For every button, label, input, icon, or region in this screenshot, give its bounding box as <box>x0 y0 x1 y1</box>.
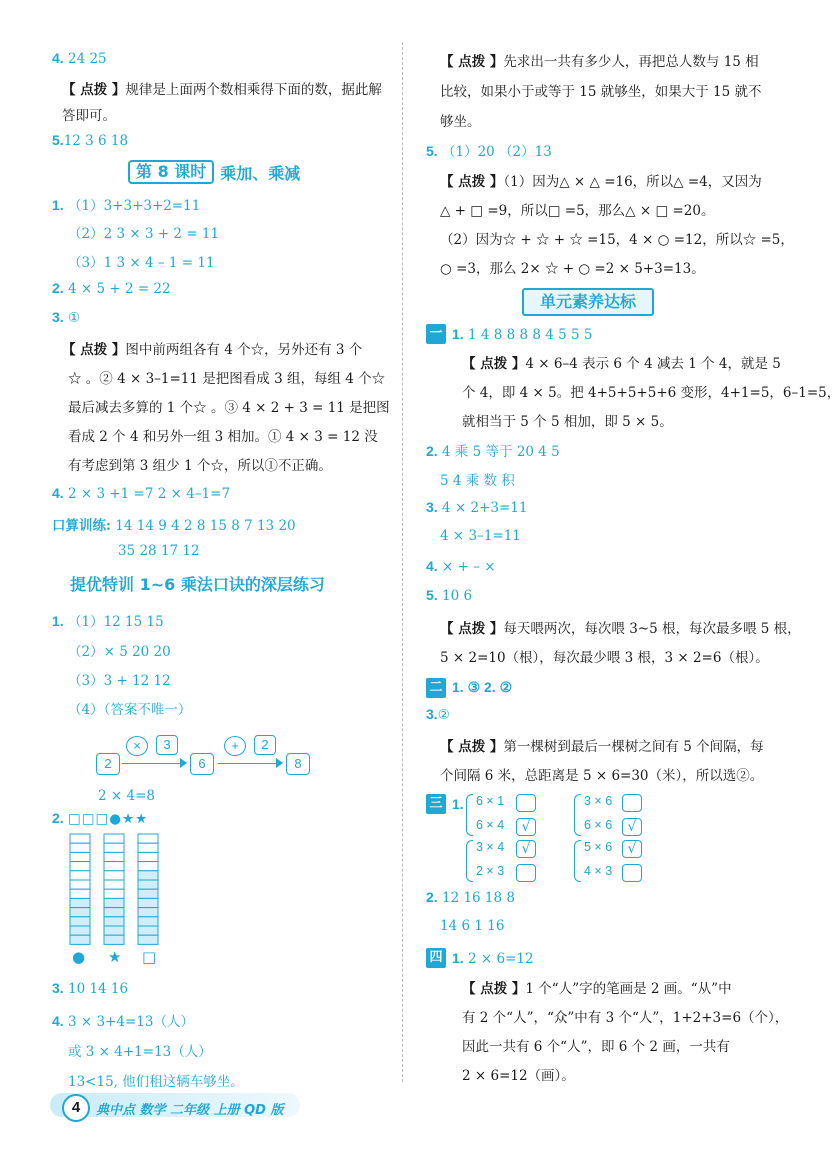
grid-cell <box>138 880 158 889</box>
column-divider <box>402 42 403 1082</box>
grid-cell <box>70 843 90 852</box>
grid-cell <box>138 935 158 944</box>
grid-cell <box>138 862 158 871</box>
special-title: 提优特训 1~6 乘法口诀的深层练习 <box>70 575 325 594</box>
r2-a: 2. 4 乘 5 等于 20 4 5 <box>426 443 560 460</box>
l3: 3. ① <box>52 309 81 326</box>
sec4-tip-3: 因此一共有 6 个“人”，即 6 个 2 画，一共有 <box>462 1039 730 1055</box>
stacked-grid <box>64 830 164 950</box>
cmp-g3-box-b <box>516 864 536 882</box>
r-q5-tip-2: △ + □ =9，所以□ =5，那么△ × □ =20。 <box>440 203 715 219</box>
grid-cell <box>70 908 90 917</box>
grid-cell <box>138 871 158 880</box>
section-badge-2: 二 <box>426 678 446 698</box>
section-badge-1: 一 <box>426 324 446 344</box>
grid-cell <box>104 898 124 907</box>
lesson-name: 乘加、乘减 <box>220 163 301 183</box>
cmp-g2-box-b: √ <box>622 818 642 836</box>
grid-cell <box>70 926 90 935</box>
s2: 2. □□□●★★ <box>52 810 149 827</box>
r5-tip-2: 5 × 2=10（根），每次最少喂 3 根，3 × 2=6（根）。 <box>440 650 769 666</box>
grid-cell <box>104 908 124 917</box>
r4: 4. × + – × <box>426 558 496 575</box>
brace-2 <box>574 794 581 836</box>
grid-cell <box>138 843 158 852</box>
l1-c: （3）1 3 × 4 – 1 = 11 <box>68 255 215 271</box>
sec4-tip-2: 有 2 个“人”，“众”中有 3 个“人”，1+2+3=6（个）， <box>462 1010 789 1026</box>
cmp-g1-b: 6 × 4 <box>476 818 505 832</box>
grid-cell <box>70 935 90 944</box>
flow-arrow-2 <box>218 763 278 764</box>
r2-b: 5 4 乘 数 积 <box>440 473 515 489</box>
footer-text: 典中点 数学 二年级 上册 QD 版 <box>96 1103 284 1118</box>
grid-cell <box>70 852 90 861</box>
unit-title: 单元素养达标 <box>522 288 654 316</box>
flow-arrowhead-1 <box>180 758 187 768</box>
flow-mid: 6 <box>190 753 214 775</box>
tip-top-3: 够坐。 <box>440 114 481 130</box>
sec2-tip-1: 【 点拨 】第一棵树到最后一棵树之间有 5 个间隔，每 <box>440 739 764 755</box>
tip-top-1: 【 点拨 】先求出一共有多少人，再把总人数与 15 相 <box>440 54 759 70</box>
oral-row-1: 口算训练: 14 14 9 4 2 8 15 8 7 13 20 <box>52 518 296 534</box>
sec3-q2-a: 2. 12 16 18 8 <box>426 889 515 906</box>
lesson-number: 第 8 课时 <box>128 160 214 184</box>
s4-a: 4. 3 × 3+4=13（人） <box>52 1013 194 1030</box>
grid-cell <box>104 917 124 926</box>
oral-row-2: 35 28 17 12 <box>118 543 200 559</box>
grid-cell <box>104 871 124 880</box>
flow-op1: × <box>126 736 148 756</box>
r5-tip-1: 【 点拨 】每天喂两次，每次喂 3~5 根，每次最多喂 5 根， <box>440 621 801 637</box>
sec3-q1: 1. <box>452 796 464 812</box>
sec2-q1-2: 1. ③ 2. ② <box>452 679 513 695</box>
grid-cell <box>138 908 158 917</box>
r-q5-tip-4: ○ =3，那么 2× ☆ + ○ =2 × 5+3=13。 <box>440 261 705 277</box>
r3-b: 4 × 3–1=11 <box>440 528 521 544</box>
grid-cell <box>104 889 124 898</box>
grid-cell <box>104 935 124 944</box>
flow-end: 8 <box>286 753 310 775</box>
bar-columns <box>70 834 158 944</box>
s4-c: 13<15, 他们租这辆车够坐。 <box>68 1074 244 1090</box>
l2: 2. 4 × 5 + 2 = 22 <box>52 280 171 297</box>
grid-cell <box>70 862 90 871</box>
brace-1 <box>466 794 473 836</box>
q4-top-tip-2: 答即可。 <box>62 108 116 124</box>
flow-v2: 2 <box>254 735 276 755</box>
brace-4 <box>574 840 581 882</box>
grid-cell <box>104 843 124 852</box>
cmp-g3-b: 2 × 3 <box>476 864 505 878</box>
flow-op2: + <box>224 736 246 756</box>
grid-cell <box>70 898 90 907</box>
sec1-tip-2: 个 4，即 4 × 5。把 4+5+5+5+6 变形，4+1=5，6–1=5， <box>462 385 840 401</box>
cmp-g4-box-a: √ <box>622 840 642 858</box>
section-badge-4: 四 <box>426 948 446 968</box>
grid-cell <box>138 889 158 898</box>
grid-cell <box>70 880 90 889</box>
flow-arrow-1 <box>122 763 182 764</box>
s1-b: （2）× 5 20 20 <box>68 644 171 660</box>
bar-symbol-1: ● <box>72 948 86 966</box>
l3-tip-4: 看成 2 个 4 和另外一组 3 相加。① 4 × 3 = 12 没 <box>68 429 378 445</box>
s1-d: （4）（答案不唯一） <box>68 702 192 718</box>
r-q5-tip-1: 【 点拨 】（1）因为△ × △ =16，所以△ =4，又因为 <box>440 174 762 190</box>
s1-a: 1. （1）12 15 15 <box>52 613 164 630</box>
sec2-tip-2: 个间隔 6 米，总距离是 5 × 6=30（米），所以选②。 <box>440 768 764 784</box>
r5: 5. 10 6 <box>426 587 473 604</box>
l3-tip-5: 有考虑到第 3 组少 1 个☆，所以①不正确。 <box>68 458 332 474</box>
section-badge-3: 三 <box>426 794 446 814</box>
grid-cell <box>70 871 90 880</box>
grid-cell <box>70 917 90 926</box>
grid-cell <box>70 889 90 898</box>
tip-top-2: 比较，如果小于或等于 15 就够坐，如果大于 15 就不 <box>440 84 762 100</box>
q4-top: 4. 24 25 <box>52 50 107 67</box>
cmp-g2-box-a <box>622 794 642 812</box>
grid-cell <box>104 834 124 843</box>
lesson-title <box>128 160 300 184</box>
cmp-g4-box-b <box>622 864 642 882</box>
cmp-g2-a: 3 × 6 <box>584 794 613 808</box>
l3-tip-2: ☆ 。② 4 × 3–1=11 是把图看成 3 组，每组 4 个☆ <box>68 371 386 387</box>
l1-a: 1. （1）3+3+3+2=11 <box>52 197 201 214</box>
grid-cell <box>70 834 90 843</box>
cmp-g2-b: 6 × 6 <box>584 818 613 832</box>
cmp-g3-a: 3 × 4 <box>476 840 505 854</box>
sec3-q2-b: 14 6 1 16 <box>440 918 505 934</box>
cmp-g4-a: 5 × 6 <box>584 840 613 854</box>
cmp-g1-box-b: √ <box>516 818 536 836</box>
r3-a: 3. 4 × 2+3=11 <box>426 499 528 516</box>
r-q5-tip-3: （2）因为☆ + ☆ + ☆ =15，4 × ○ =12，所以☆ =5， <box>440 232 794 248</box>
brace-3 <box>466 840 473 882</box>
cmp-g4-b: 4 × 3 <box>584 864 613 878</box>
grid-cell <box>138 834 158 843</box>
cmp-g3-box-a: √ <box>516 840 536 858</box>
sec1-tip-1: 【 点拨 】4 × 6–4 表示 6 个 4 减去 1 个 4，就是 5 <box>462 356 781 372</box>
l1-b: （2）2 3 × 3 + 2 = 11 <box>68 226 220 242</box>
grid-cell <box>138 926 158 935</box>
sec1-q1: 1. 1 4 8 8 8 8 4 5 5 5 <box>452 326 593 343</box>
sec4-tip-1: 【 点拨 】1 个“人”字的笔画是 2 画。“从”中 <box>462 981 732 997</box>
grid-cell <box>138 852 158 861</box>
sec4-q1: 1. 2 × 6=12 <box>452 950 534 967</box>
grid-cell <box>104 880 124 889</box>
bar-symbol-3: □ <box>142 948 157 966</box>
bar-symbol-2: ★ <box>108 948 122 966</box>
flow-eq: 2 × 4=8 <box>98 788 155 804</box>
s3: 3. 10 14 16 <box>52 980 129 997</box>
l3-tip-1: 【 点拨 】图中前两组各有 4 个☆，另外还有 3 个 <box>62 342 363 358</box>
cmp-g1-a: 6 × 1 <box>476 794 505 808</box>
l4: 4. 2 × 3 +1 =7 2 × 4–1=7 <box>52 485 231 502</box>
grid-cell <box>104 852 124 861</box>
s4-b: 或 3 × 4+1=13（人） <box>68 1044 212 1060</box>
l3-tip-3: 最后减去多算的 1 个☆ 。③ 4 × 2 + 3 = 11 是把图 <box>68 400 390 416</box>
flow-v1: 3 <box>156 735 178 755</box>
cmp-g1-box-a <box>516 794 536 812</box>
grid-cell <box>138 917 158 926</box>
r-q5: 5. （1）20 （2）13 <box>426 143 552 160</box>
s1-c: （3）3 + 12 12 <box>68 673 171 689</box>
q5-top: 5.12 3 6 18 <box>52 132 129 149</box>
flow-arrowhead-2 <box>276 758 283 768</box>
flow-start: 2 <box>96 753 120 775</box>
q4-top-tip-1: 【 点拨 】规律是上面两个数相乘得下面的数，据此解 <box>62 82 382 98</box>
page-number: 4 <box>62 1094 90 1122</box>
sec4-tip-4: 2 × 6=12（画）。 <box>462 1068 575 1084</box>
grid-cell <box>104 926 124 935</box>
sec1-tip-3: 就相当于 5 个 5 相加，即 5 × 5。 <box>462 414 673 430</box>
sec2-q3: 3.② <box>426 706 450 723</box>
grid-cell <box>138 898 158 907</box>
grid-cell <box>104 862 124 871</box>
